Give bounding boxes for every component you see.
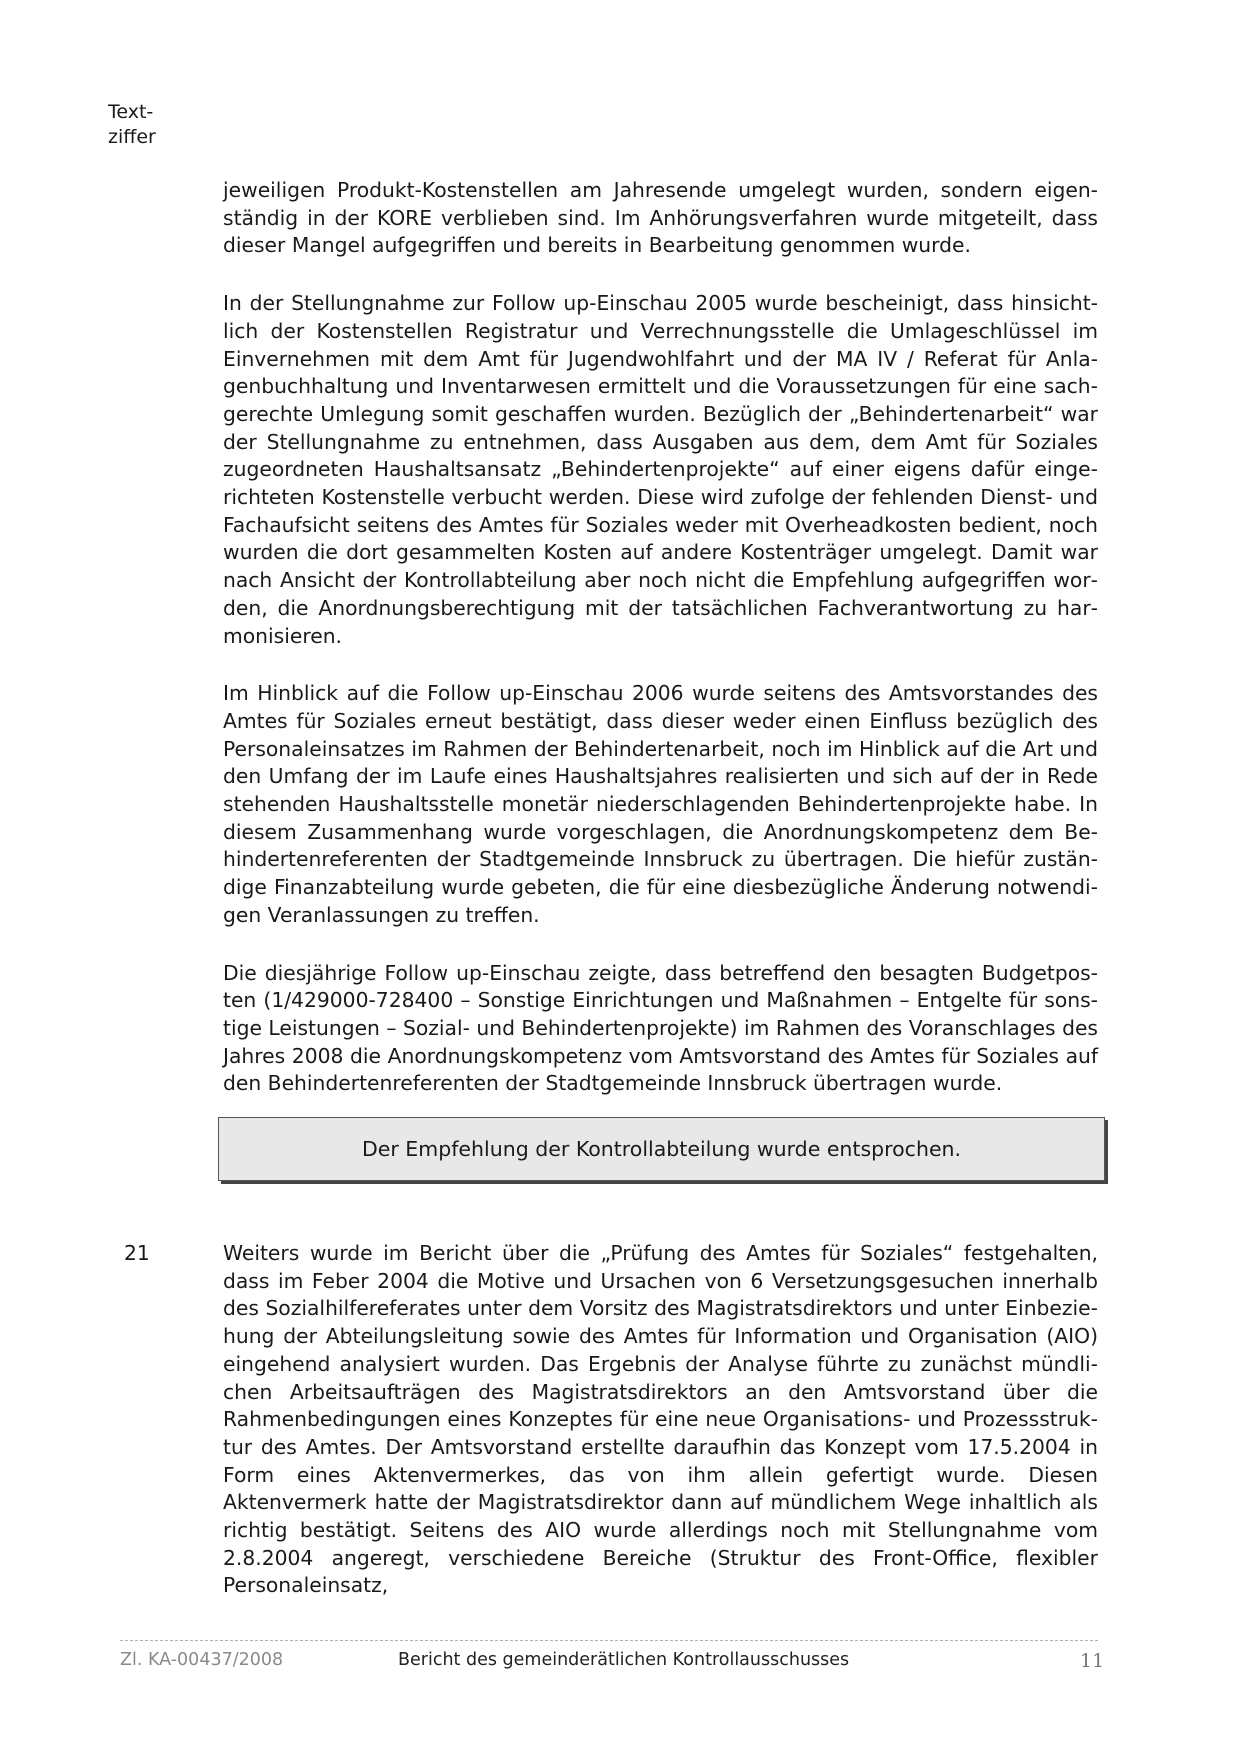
paragraph: Die diesjährige Follow up-Einschau zeigte, dass betreffend den besagten Budgetposten (1/429000-728400 – Sonstige Einrichtungen und Maßnahmen – Entgelte für sonstige Leistungen – Sozial- und Behindertenprojekte) im Rahmen des Voranschlages des Jahres 2008 die Anordnungskompetenz vom Amtsvorstand des Amtes für Soziales auf den Behindertenreferenten der Stadtgemeinde Innsbruck übertragen wurde. [223, 960, 1098, 1096]
paragraph: In der Stellungnahme zur Follow up-Einschau 2005 wurde bescheinigt, dass hinsichtlich der Kostenstellen Registratur und Verrechnungsstelle die Umlageschlüssel im Einvernehmen mit dem Amt für Jugendwohlfahrt und der MA IV / Referat für Anlagenbuchhaltung und Inventarwesen ermittelt und die Voraussetzungen für eine sachgerechte Umlegung somit geschaffen wurden. Bezüglich der „Behindertenarbeit“ war der Stellungnahme zu entnehmen, dass Ausgaben aus dem, dem Amt für Soziales zugeordneten Haushaltsansatz „Behindertenprojekte“ auf einer eigens dafür eingerichteten Kostenstelle verbucht werden. Diese wird zufolge der fehlenden Dienst- und Fachaufsicht seitens des Amtes für Soziales weder mit Overheadkosten bedient, noch wurden die dort gesammelten Kosten auf andere Kostenträger umgelegt. Damit war nach Ansicht der Kontrollabteilung aber noch nicht die Empfehlung aufgegriffen worden, die Anordnungsberechtigung mit der tatsächlichen Fachverantwortung zu harmonisieren. [223, 291, 1098, 648]
body-text-section [223, 1240, 1098, 1630]
margin-label-line-1: Text- [108, 101, 154, 123]
section-number: 21 [124, 1241, 150, 1265]
body-text-top [223, 177, 1098, 1128]
conclusion-box [218, 1117, 1105, 1181]
footer [0, 1650, 1240, 1680]
margin-label [108, 100, 178, 150]
footer-reference: Zl. KA-00437/2008 [120, 1650, 284, 1670]
page-number: 11 [1080, 1650, 1105, 1672]
footer-title: Bericht des gemeinderätlichen Kontrollausschusses [398, 1650, 850, 1670]
conclusion-text: Der Empfehlung der Kontrollabteilung wurde entsprochen. [361, 1137, 962, 1161]
paragraph: jeweiligen Produkt-Kostenstellen am Jahresende umgelegt wurden, sondern eigenständig in der KORE verblieben sind. Im Anhörungsverfahren wurde mitgeteilt, dass dieser Mangel aufgegriffen und bereits in Bearbeitung genommen wurde. [223, 178, 1098, 258]
footer-divider [120, 1640, 1098, 1641]
paragraph: Weiters wurde im Bericht über die „Prüfung des Amtes für Soziales“ festgehalten, dass im Feber 2004 die Motive und Ursachen von 6 Versetzungsgesuchen innerhalb des Sozialhilfereferates unter dem Vorsitz des Magistratsdirektors und unter Einbeziehung der Abteilungsleitung sowie des Amtes für Information und Organisation (AIO) eingehend analysiert wurden. Das Ergebnis der Analyse führte zu zunächst mündlichen Arbeitsaufträgen des Magistratsdirektors an den Amtsvorstand über die Rahmenbedingungen eines Konzeptes für eine neue Organisations- und Prozessstruktur des Amtes. Der Amtsvorstand erstellte daraufhin das Konzept vom 17.5.2004 in Form eines Aktenvermerkes, das von ihm allein gefertigt wurde. Diesen Aktenvermerk hatte der Magistratsdirektor dann auf mündlichem Wege inhaltlich als richtig bestätigt. Seitens des AIO wurde allerdings noch mit Stellungnahme vom 2.8.2004 angeregt, verschiedene Bereiche (Struktur des Front-Office, flexibler Personaleinsatz, [223, 1241, 1098, 1598]
paragraph: Im Hinblick auf die Follow up-Einschau 2006 wurde seitens des Amtsvorstandes des Amtes für Soziales erneut bestätigt, dass dieser weder einen Einfluss bezüglich des Personaleinsatzes im Rahmen der Behindertenarbeit, noch im Hinblick auf die Art und den Umfang der im Laufe eines Haushaltsjahres realisierten und sich auf der in Rede stehenden Haushaltsstelle monetär niederschlagenden Behindertenprojekte habe. In diesem Zusammenhang wurde vorgeschlagen, die Anordnungskompetenz dem Behindertenreferenten der Stadtgemeinde Innsbruck zu übertragen. Die hiefür zuständige Finanzabteilung wurde gebeten, die für eine diesbezügliche Änderung notwendigen Veranlassungen zu treffen. [223, 681, 1098, 927]
margin-label-line-2: ziffer [108, 126, 156, 148]
